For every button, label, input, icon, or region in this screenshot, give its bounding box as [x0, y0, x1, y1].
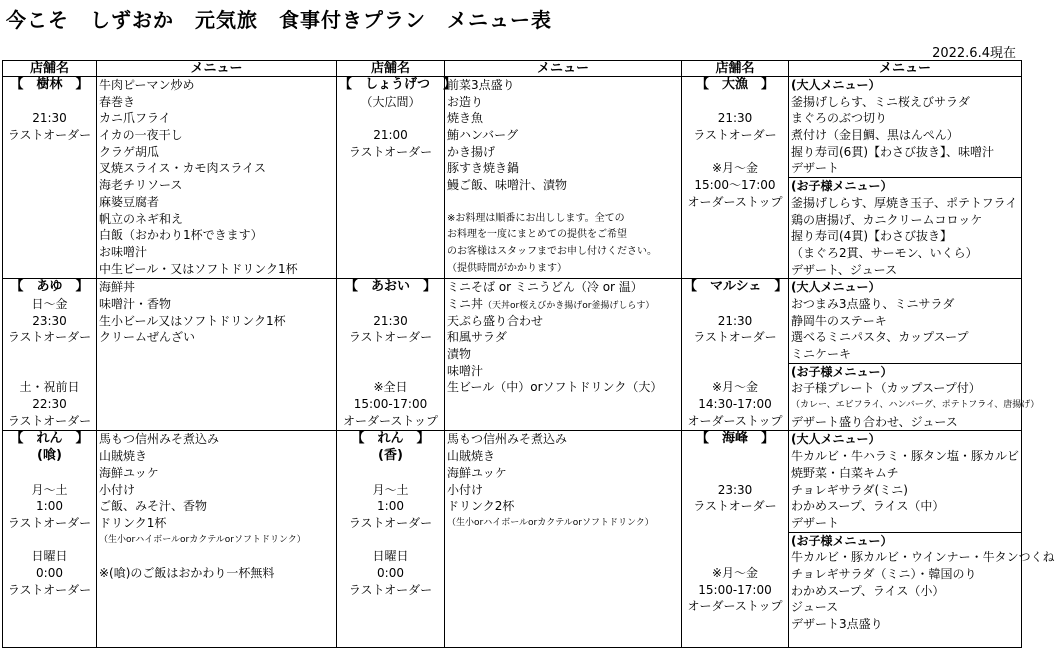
- menu-item: わかめスープ、ライス（中）: [791, 499, 945, 514]
- menu-item: 中生ビール・又はソフトドリンク1杯: [99, 261, 298, 276]
- order-stop-hours: 15:00-17:00: [698, 582, 772, 597]
- menu-item: 焼き魚: [447, 111, 484, 126]
- menu-item-options: （カレー、エビフライ、ハンバーグ、ポテトフライ、唐揚げ）: [791, 400, 1040, 411]
- menu-item: 牛カルビ・豚カルビ・ウインナー・牛タンつくね: [791, 550, 1055, 565]
- menu-cell-ayu: [97, 279, 337, 431]
- store-name: 【 れん 】: [351, 431, 430, 447]
- menu-item: 釜揚げしらす、ミニ桜えびサラダ: [791, 94, 970, 109]
- last-order-label: ラストオーダー: [693, 330, 777, 345]
- menu-item: 小付け: [447, 482, 484, 497]
- weekday-range: 日～金: [31, 296, 68, 311]
- menu-item: カニ爪フライ: [99, 111, 171, 126]
- last-order-time: 21:30: [373, 313, 408, 328]
- menu-item: 牛肉ピーマン炒め: [99, 78, 195, 92]
- order-stop-note: ※全日: [373, 380, 408, 395]
- menu-item: チョレギサラダ(ミニ): [791, 482, 908, 497]
- last-order-time: 23:30: [717, 482, 753, 497]
- last-order-label: ラストオーダー: [348, 330, 433, 345]
- menu-item: 叉焼スライス・カモ肉スライス: [99, 161, 267, 176]
- store-subname: (香): [378, 448, 403, 464]
- menu-item: （まぐろ2貫、サーモン、いくら）: [791, 245, 978, 260]
- menu-item: デザート3点盛り: [791, 617, 883, 631]
- menu-item: お味噌汁: [99, 244, 148, 259]
- store-name: 【 マルシェ 】: [684, 279, 788, 295]
- menu-item: [447, 296, 679, 313]
- menu-item: ご飯、みそ汁、香物: [99, 499, 208, 514]
- menu-item: 選べるミニパスタ、カップスープ: [791, 330, 969, 345]
- menu-cell-ren-kui: [97, 431, 337, 648]
- menu-item: 握り寿司(6貫)【わさび抜き】、味噌汁: [791, 144, 994, 159]
- order-stop-note: ※月～金: [711, 161, 759, 176]
- menu-item: 釜揚げしらす、厚焼き玉子、ポテトフライ: [791, 195, 1018, 210]
- menu-cell-jurin: [97, 77, 337, 279]
- drink-options: （生小orハイボールorカクテルorソフトドリンク）: [447, 517, 654, 528]
- as-of-date: 2022.6.4現在: [932, 46, 1016, 61]
- menu-item: 味噌汁・香物: [99, 296, 172, 311]
- store-name: 【 あゆ 】: [10, 279, 89, 295]
- store-name: 【 れん 】: [10, 431, 89, 447]
- menu-item: デザート: [791, 515, 840, 530]
- child-menu-heading: (お子様メニュー）: [791, 179, 893, 194]
- menu-item: 静岡牛のステーキ: [791, 313, 887, 328]
- order-stop-hours: 14:30-17:00: [698, 397, 772, 412]
- child-menu-heading: (お子様メニュー）: [791, 364, 893, 379]
- drink-options: （生小orハイボールorカクテルorソフトドリンク）: [99, 534, 306, 545]
- menu-item: お造り: [447, 94, 484, 109]
- menu-item: ジュース: [791, 600, 839, 615]
- menu-item: 海鮮ユッケ: [447, 465, 507, 480]
- menu-item: ドリンク1杯: [99, 515, 167, 530]
- menu-item: 握り寿司(4貫)【わさび抜き】: [791, 229, 952, 244]
- store-name: 【 大漁 】: [695, 77, 774, 92]
- last-order-label: ラストオーダー: [348, 144, 433, 159]
- menu-item: まぐろのぶつ切り: [791, 111, 888, 126]
- menu-table: [2, 60, 1055, 648]
- last-order-time: 21:00: [373, 128, 408, 143]
- header-menu: メニュー: [97, 61, 337, 77]
- table-row: [3, 279, 1022, 431]
- last-order-time: 0:00: [36, 565, 63, 580]
- last-order-label: ラストオーダー: [7, 413, 92, 428]
- last-order-label: ラストオーダー: [7, 330, 92, 345]
- store-cell-ayu: [3, 279, 97, 431]
- adult-menu-heading: (大人メニュー）: [791, 78, 881, 92]
- last-order-label: ラストオーダー: [693, 128, 777, 143]
- menu-item: 馬もつ信州みそ煮込み: [99, 432, 220, 447]
- last-order-time: 21:30: [717, 111, 753, 126]
- menu-item: 鶏の唐揚げ、カニクリームコロッケ: [791, 212, 983, 227]
- menu-item: 生ビール（中）orソフトドリンク（大）: [447, 380, 663, 395]
- last-order-label: ラストオーダー: [7, 582, 92, 597]
- menu-item: 海鮮丼: [99, 280, 136, 295]
- header-menu: メニュー: [445, 61, 682, 77]
- header-menu: メニュー: [789, 61, 1022, 77]
- menu-item: 白飯（おかわり1杯できます）: [99, 228, 263, 243]
- order-stop-label: オーダーストップ: [342, 413, 439, 428]
- adult-menu-heading: (大人メニュー）: [791, 280, 881, 295]
- store-name: 【 樹林 】: [10, 77, 89, 92]
- child-menu-heading: (お子様メニュー）: [791, 533, 893, 548]
- menu-cell-shougetsu: [445, 77, 682, 279]
- last-order-time: 1:00: [36, 499, 63, 514]
- last-order-label: ラストオーダー: [348, 515, 433, 530]
- last-order-time: 1:00: [377, 499, 404, 514]
- sunday-label: 日曜日: [31, 549, 68, 564]
- menu-item: 豚すき焼き鍋: [447, 161, 520, 176]
- service-note: お料理を一度にまとめての提供をご希望: [447, 229, 627, 241]
- menu-item: イカの一夜干し: [99, 128, 183, 143]
- menu-item: 生小ビール又はソフトドリンク1杯: [99, 313, 286, 328]
- service-note: のお客様はスタッフまでお申し付けください。: [447, 245, 657, 257]
- header-store: 店舗名: [682, 61, 789, 77]
- header-store: 店舗名: [337, 61, 445, 77]
- last-order-time: 22:30: [32, 397, 67, 412]
- menu-item: 春巻き: [99, 94, 136, 109]
- store-cell-ren-kou: [337, 431, 445, 648]
- order-stop-hours: 15:00-17:00: [353, 397, 428, 412]
- order-stop-label: オーダーストップ: [687, 194, 783, 209]
- menu-item-options: （天丼or桜えびかき揚げor釜揚げしらす）: [483, 300, 655, 311]
- menu-cell-marche: [789, 279, 1040, 431]
- adult-menu-heading: (大人メニュー）: [791, 432, 881, 447]
- menu-cell-ren-kou: [445, 431, 682, 648]
- menu-item: かき揚げ: [447, 144, 496, 159]
- service-note: ※お料理は順番にお出しします。全ての: [447, 212, 625, 224]
- menu-cell-kaiho: [789, 431, 1055, 648]
- menu-item: チョレギサラダ（ミニ）・韓国のり: [791, 566, 977, 581]
- menu-item: 焼野菜・白菜キムチ: [791, 465, 899, 480]
- order-stop-label: オーダーストップ: [687, 599, 783, 614]
- store-cell-kaiho: [682, 431, 789, 648]
- menu-item: 和風サラダ: [447, 330, 507, 345]
- last-order-label: ラストオーダー: [7, 515, 92, 530]
- menu-item: クラゲ胡瓜: [99, 144, 160, 159]
- menu-item: 山賊焼き: [99, 449, 148, 464]
- order-stop-note: ※月～金: [711, 380, 759, 395]
- menu-item: ミニそば or ミニうどん（冷 or 温）: [447, 280, 643, 295]
- last-order-time: 21:30: [32, 111, 67, 126]
- menu-item: 海鮮ユッケ: [99, 465, 159, 480]
- order-stop-label: オーダーストップ: [687, 413, 783, 428]
- store-cell-aoi: [337, 279, 445, 431]
- store-subname: (喰): [37, 448, 62, 464]
- menu-item: 山賊焼き: [447, 449, 496, 464]
- menu-cell-aoi: [445, 279, 682, 431]
- menu-item: 小付け: [99, 482, 136, 497]
- weekday-range: 月～土: [31, 482, 68, 497]
- store-name: 【 海峰 】: [695, 431, 774, 447]
- store-cell-tairyo: [682, 77, 789, 279]
- order-stop-hours: 15:00～17:00: [694, 178, 776, 193]
- weekend-range: 土・祝前日: [19, 380, 80, 395]
- store-cell-shougetsu: [337, 77, 457, 279]
- menu-item: 鰻ご飯、味噌汁、漬物: [447, 178, 568, 193]
- menu-item: 牛カルビ・牛ハラミ・豚タン塩・豚カルビ: [791, 449, 1020, 464]
- table-header-row: [3, 61, 1022, 77]
- menu-item: わかめスープ、ライス（小）: [791, 583, 945, 598]
- last-order-label: ラストオーダー: [7, 128, 92, 143]
- header-store: 店舗名: [3, 61, 97, 77]
- store-subname: （大広間）: [360, 94, 421, 109]
- last-order-label: ラストオーダー: [693, 499, 777, 514]
- menu-item: 海老チリソース: [99, 178, 183, 193]
- menu-item: 前菜3点盛り: [447, 78, 515, 92]
- last-order-time: 23:30: [32, 313, 67, 328]
- store-name: 【 しょうげつ 】: [339, 77, 457, 92]
- store-cell-jurin: [3, 77, 97, 279]
- table-row: [3, 77, 1022, 279]
- store-name: 【 あおい 】: [344, 279, 436, 295]
- last-order-time: 21:30: [717, 313, 753, 328]
- menu-item: おつまみ3点盛り、ミニサラダ: [791, 296, 955, 311]
- weekday-range: 月～土: [372, 482, 409, 497]
- table-row: [3, 431, 1022, 648]
- menu-item: 漬物: [447, 347, 472, 361]
- order-stop-note: ※月～金: [711, 565, 759, 580]
- sunday-label: 日曜日: [372, 549, 409, 564]
- menu-item: 天ぷら盛り合わせ: [447, 313, 544, 328]
- menu-item: 鮪ハンバーグ: [447, 128, 519, 143]
- menu-item: 馬もつ信州みそ煮込み: [447, 432, 568, 447]
- menu-item: 味噌汁: [447, 363, 484, 378]
- menu-item: デザート、ジュース: [791, 262, 898, 277]
- last-order-label: ラストオーダー: [348, 582, 433, 597]
- store-cell-marche: [682, 279, 789, 431]
- menu-item: お子様プレート（カップスープ付）: [791, 381, 981, 396]
- menu-item: デザート: [791, 161, 840, 176]
- menu-item: クリームぜんざい: [99, 330, 196, 345]
- menu-item: ドリンク2杯: [447, 499, 515, 514]
- last-order-time: 0:00: [377, 565, 404, 580]
- menu-item: デザート盛り合わせ、ジュース: [791, 414, 958, 429]
- store-cell-ren-kui: [3, 431, 97, 648]
- menu-cell-tairyo: [789, 77, 1022, 279]
- menu-item-main: ミニ丼: [447, 296, 484, 311]
- menu-item: 麻婆豆腐者: [99, 194, 160, 209]
- menu-item: ミニケーキ: [791, 347, 852, 361]
- menu-item: 帆立のネギ和え: [99, 211, 184, 226]
- menu-item: 煮付け（金目鯛、黒はんぺん）: [791, 128, 959, 143]
- service-note: （提供時間がかかります）: [447, 262, 567, 274]
- refill-note: ※(喰)のご飯はおかわり一杯無料: [99, 565, 275, 580]
- page-title: 今こそ しずおか 元気旅 食事付きプラン メニュー表: [6, 8, 552, 32]
